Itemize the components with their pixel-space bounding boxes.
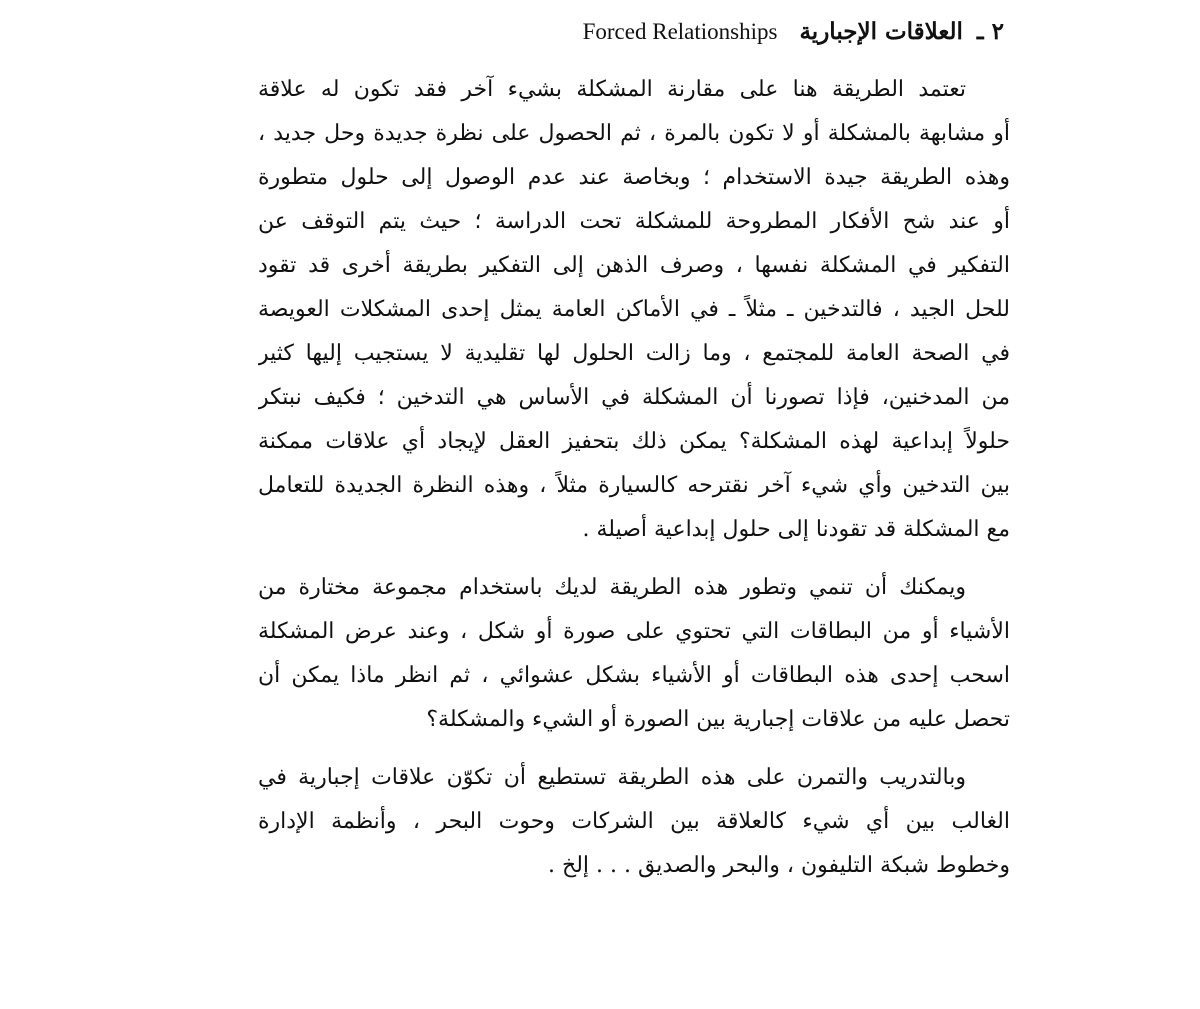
text-line: الغالب بين أي شيء كالعلاقة بين الشركات وحوت البحر ، وأنظمة الإدارة xyxy=(258,809,1010,834)
text-line: وخطوط شبكة التليفون ، والبحر والصديق . . . إلخ . xyxy=(548,853,1010,878)
text-line: حلولاً إبداعية لهذه المشكلة؟ يمكن ذلك بتحفيز العقل لإيجاد أي علاقات ممكنة xyxy=(258,429,1010,454)
text-line: من المدخنين، فإذا تصورنا أن المشكلة في الأساس هي التدخين ؛ فكيف نبتكر xyxy=(258,385,1010,410)
text-line: تحصل عليه من علاقات إجبارية بين الصورة أو الشيء والمشكلة؟ xyxy=(426,707,1010,732)
section-number: ٢ ـ xyxy=(976,18,1004,45)
text-line: أو عند شح الأفكار المطروحة للمشكلة تحت الدراسة ؛ حيث يتم التوقف عن xyxy=(258,209,1010,234)
text-line: أو مشابهة بالمشكلة أو لا تكون بالمرة ، ثم الحصول على نظرة جديدة وحل جديد ، xyxy=(258,121,1010,146)
text-line: اسحب إحدى هذه البطاقات أو الأشياء بشكل عشوائي ، ثم انظر ماذا يمكن أن xyxy=(258,663,1010,688)
document-page xyxy=(258,14,1010,902)
section-heading xyxy=(258,14,1010,50)
text-line: للحل الجيد ، فالتدخين ـ مثلاً ـ في الأماكن العامة يمثل إحدى المشكلات العويصة xyxy=(258,297,1010,322)
text-line: تعتمد الطريقة هنا على مقارنة المشكلة بشيء آخر فقد تكون له علاقة xyxy=(258,77,966,102)
paragraph-1 xyxy=(258,68,1010,552)
text-line: وهذه الطريقة جيدة الاستخدام ؛ وبخاصة عند عدم الوصول إلى حلول متطورة xyxy=(258,165,1010,190)
text-line: في الصحة العامة للمجتمع ، وما زالت الحلول لها تقليدية لا يستجيب إليها كثير xyxy=(258,341,1010,366)
text-line: مع المشكلة قد تقودنا إلى حلول إبداعية أصيلة . xyxy=(582,517,1010,542)
text-line: بين التدخين وأي شيء آخر نقترحه كالسيارة مثلاً ، وهذه النظرة الجديدة للتعامل xyxy=(258,473,1010,498)
text-line: ويمكنك أن تنمي وتطور هذه الطريقة لديك باستخدام مجموعة مختارة من xyxy=(258,575,966,600)
paragraph-2 xyxy=(258,566,1010,742)
text-line: وبالتدريب والتمرن على هذه الطريقة تستطيع أن تكوّن علاقات إجبارية في xyxy=(258,765,966,790)
section-title-english: Forced Relationships xyxy=(582,19,778,44)
section-title-arabic: العلاقات الإجبارية xyxy=(799,18,963,45)
paragraph-3 xyxy=(258,756,1010,888)
text-line: الأشياء أو من البطاقات التي تحتوي على صورة أو شكل ، وعند عرض المشكلة xyxy=(258,619,1010,644)
text-line: التفكير في المشكلة نفسها ، وصرف الذهن إلى التفكير بطريقة أخرى قد تقود xyxy=(258,253,1010,278)
